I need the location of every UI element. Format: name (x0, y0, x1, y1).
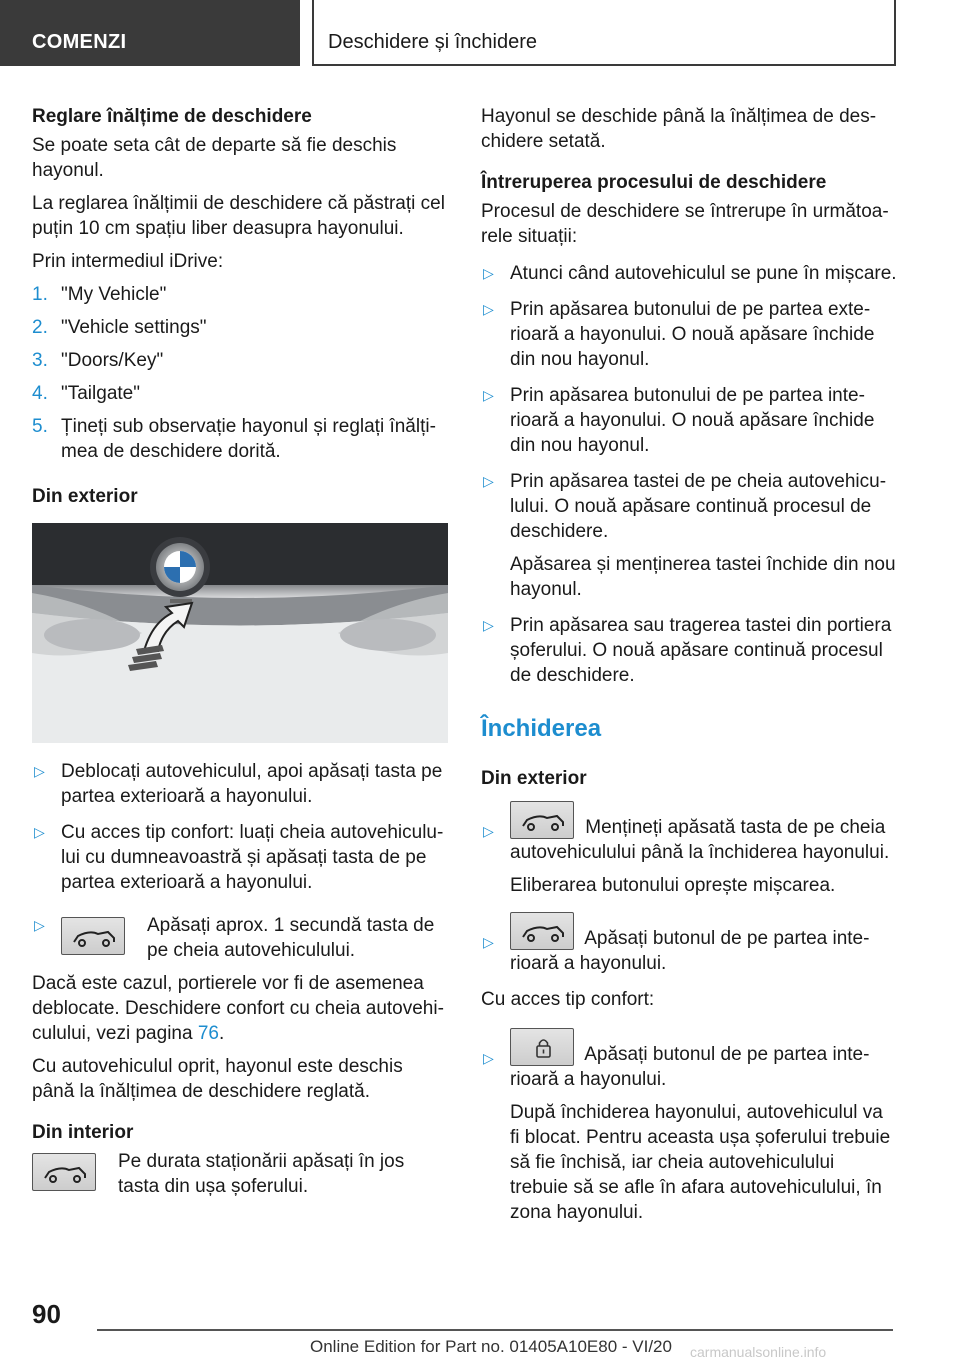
chapter-tab (312, 0, 896, 66)
section-tab (0, 0, 300, 66)
interior-heading: Din interior (32, 1122, 134, 1143)
paragraph (32, 971, 448, 1046)
interrupt-bullets (481, 261, 897, 688)
list-item (481, 912, 897, 976)
car-tailgate-icon (510, 801, 574, 839)
step-text: "Doors/Key" (61, 350, 164, 371)
opening-height-heading: Reglare înălțime de deschidere (32, 106, 312, 127)
closing-exterior-heading: Din exterior (481, 768, 587, 789)
car-tailgate-icon (510, 912, 574, 950)
list-item (32, 820, 448, 895)
list-item (32, 348, 448, 373)
bullet-text: Atunci când autovehiculul se pune în mișcare. (510, 263, 897, 284)
step-number: 2. (32, 317, 48, 338)
paragraph: La reglarea înălțimii de deschidere că păstrați cel puțin 10 cm spațiu liber deasupra hayonului. (32, 193, 445, 239)
list-item (481, 613, 897, 688)
page-76-link[interactable]: 76 (197, 1023, 219, 1044)
car-tailgate-icon (32, 1153, 96, 1191)
paragraph: Procesul de deschidere se întrerupe în următoarele situații: (481, 201, 889, 247)
paragraph: Hayonul se deschide până la înălțimea de deschidere setată. (481, 106, 877, 152)
list-item (32, 282, 448, 307)
chapter-title: Deschidere și închidere (328, 31, 537, 53)
comfort-access-label: Cu acces tip confort: (481, 989, 655, 1010)
bullet-text: Cu acces tip confort: luați cheia autovehiculului cu dumneavoastră și apăsați tasta de pe partea exterioară a hayonului. (61, 822, 444, 893)
triangle-right-icon: ▷ (483, 473, 494, 489)
list-item (481, 1028, 897, 1225)
triangle-right-icon: ▷ (483, 301, 494, 317)
step-number: 3. (32, 350, 48, 371)
list-item (481, 297, 897, 372)
exterior-open-bullets (32, 759, 448, 895)
bullet-text: Apăsați butonul de pe partea interioară a hayonului. (510, 1044, 870, 1090)
bullet-subtext: Apăsarea și menținerea tastei închide din nou hayonul. (510, 554, 896, 600)
bullet-text: Apăsați butonul de pe partea interioară a hayonului. (510, 928, 870, 974)
list-item (32, 414, 448, 464)
interrupt-heading: Întreruperea procesului de deschidere (481, 172, 827, 193)
list-item (32, 759, 448, 809)
left-column (32, 104, 448, 1207)
interior-text: Pe durata staționării apăsați în jos tasta din ușa șoferului. (118, 1151, 405, 1197)
step-text: "Tailgate" (61, 383, 140, 404)
exterior-heading: Din exterior (32, 486, 138, 507)
triangle-right-icon: ▷ (483, 1050, 494, 1066)
paragraph-text: Dacă este cazul, portierele vor fi de asemenea deblocate. Deschidere confort cu cheia autovehiculului, vezi pagina (32, 973, 444, 1044)
section-title: COMENZI (32, 31, 127, 53)
comfort-bullets (481, 1028, 897, 1225)
triangle-right-icon: ▷ (483, 265, 494, 281)
tailgate-photo (32, 523, 448, 743)
step-number: 1. (32, 284, 48, 305)
triangle-right-icon: ▷ (483, 387, 494, 403)
interior-open-row (32, 1149, 448, 1199)
triangle-right-icon: ▷ (34, 824, 45, 840)
step-text: "My Vehicle" (61, 284, 167, 305)
list-item (481, 801, 897, 898)
right-column (481, 104, 897, 1236)
paragraph: Prin intermediul iDrive: (32, 251, 224, 272)
bullet-text: Mențineți apăsată tasta de pe cheia autovehiculului până la închiderea hayonului. (510, 817, 890, 863)
paragraph: Cu autovehiculul oprit, hayonul este deschis până la înălțimea de deschidere reglată. (32, 1056, 403, 1102)
car-tailgate-icon (61, 917, 125, 955)
triangle-right-icon: ▷ (483, 934, 494, 950)
bullet-text: Prin apăsarea tastei de pe cheia autovehiculului. O nouă apăsare continuă procesul de deschidere. (510, 471, 887, 542)
paragraph-text: . (218, 1023, 225, 1044)
page-number: 90 (32, 1299, 61, 1329)
idrive-steps (32, 282, 448, 464)
bullet-text: Deblocați autovehiculul, apoi apăsați tasta pe partea exterioară a hayonului. (61, 761, 443, 807)
triangle-right-icon: ▷ (34, 917, 45, 933)
list-item (481, 469, 897, 602)
paragraph: Se poate seta cât de departe să fie deschis hayonul. (32, 135, 397, 181)
step-text: "Vehicle settings" (61, 317, 207, 338)
closing-bullets (481, 801, 897, 976)
list-item (32, 315, 448, 340)
bullet-text: Prin apăsarea butonului de pe partea exterioară a hayonului. O nouă apăsare închide din nou hayonul. (510, 299, 875, 370)
closing-heading: Închiderea (481, 715, 602, 742)
bullet-subtext: Eliberarea butonului oprește mișcarea. (510, 875, 836, 896)
lock-icon (510, 1028, 574, 1066)
triangle-right-icon: ▷ (483, 617, 494, 633)
list-item (481, 383, 897, 458)
step-number: 5. (32, 416, 48, 437)
bullet-text: Prin apăsarea sau tragerea tastei din portiera șoferului. O nouă apăsare continuă procesul de deschidere. (510, 615, 892, 686)
edition-text: Online Edition for Part no. 01405A10E80 - VI/20 (310, 1337, 672, 1356)
footer-divider (97, 1329, 893, 1331)
key-open-bullet (32, 913, 448, 963)
watermark: carmanualsonline.info (690, 1344, 827, 1360)
bullet-text: Apăsați aprox. 1 secundă tasta de pe cheia autovehiculului. (147, 915, 435, 961)
list-item (32, 381, 448, 406)
bullet-subtext: După închiderea hayonului, autovehiculul va fi blocat. Pentru aceasta ușa șoferului trebuie să fie închisă, iar cheia autovehiculului trebuie să se afle în afara autovehiculului, în zona hayonului. (510, 1102, 891, 1223)
triangle-right-icon: ▷ (34, 763, 45, 779)
tailgate-illustration (32, 523, 448, 743)
list-item (481, 261, 897, 286)
bullet-text: Prin apăsarea butonului de pe partea interioară a hayonului. O nouă apăsare închide din nou hayonul. (510, 385, 875, 456)
step-text: Țineți sub observație hayonul și reglați înălțimea de deschidere dorită. (61, 416, 436, 462)
triangle-right-icon: ▷ (483, 823, 494, 839)
step-number: 4. (32, 383, 48, 404)
